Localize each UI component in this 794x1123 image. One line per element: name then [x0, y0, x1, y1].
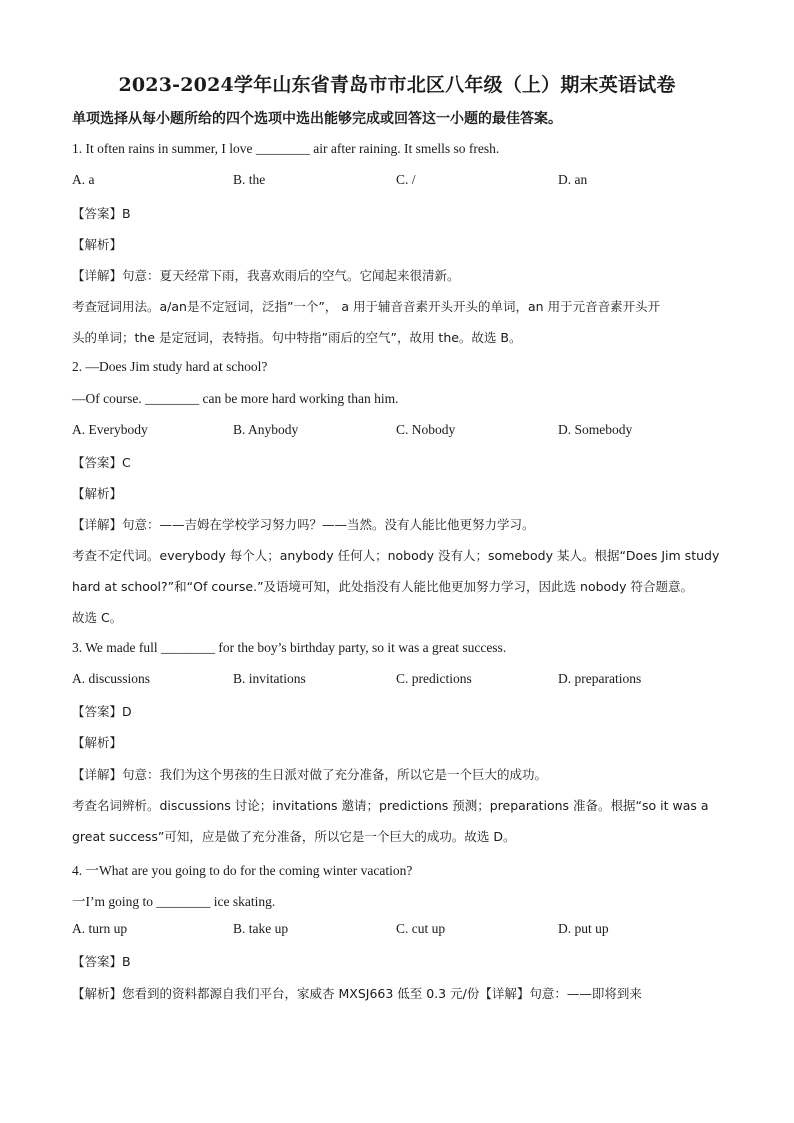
- question-2-stem: 2. —Does Jim study hard at school?: [72, 359, 268, 374]
- question-4-analysis-line: 【解析】您看到的资料都源自我们平台，家威杏 MXSJ663 低至 0.3 元/份【详解】句意：——即将到来: [72, 986, 642, 1001]
- question-1-answer: 【答案】B: [72, 206, 131, 221]
- question-4-option-d: D. put up: [558, 921, 609, 936]
- question-3-detail-line: great success”可知，应是做了充分准备，所以它是一个巨大的成功。故选 D。: [72, 829, 516, 844]
- question-1-option-c: C. /: [396, 172, 416, 187]
- question-2-detail-line: 故选 C。: [72, 610, 123, 625]
- question-4-option-a: A. turn up: [72, 921, 128, 936]
- question-3-analysis-label: 【解析】: [72, 735, 123, 750]
- question-1-detail-line: 【详解】句意：夏天经常下雨，我喜欢雨后的空气。它闻起来很清新。: [72, 268, 460, 283]
- question-3-detail-line: 【详解】句意：我们为这个男孩的生日派对做了充分准备，所以它是一个巨大的成功。: [72, 767, 548, 782]
- question-3-option-c: C. predictions: [396, 671, 472, 686]
- question-1-option-a: A. a: [72, 172, 95, 187]
- question-3-option-a: A. discussions: [72, 671, 151, 686]
- question-2-detail-line: hard at school?”和“Of course.”及语境可知，此处指没有人能比他更加努力学习，因此选 nobody 符合题意。: [72, 579, 693, 594]
- question-1-option-d: D. an: [558, 172, 588, 187]
- question-3-option-b: B. invitations: [233, 671, 306, 686]
- question-4-option-b: B. take up: [233, 921, 289, 936]
- question-1-stem: 1. It often rains in summer, I love ________ air after raining. It smells so fresh.: [72, 141, 500, 156]
- question-3-answer: 【答案】D: [72, 704, 132, 719]
- question-2-analysis-label: 【解析】: [72, 486, 123, 501]
- section-instruction: 单项选择从每小题所给的四个选项中选出能够完成或回答这一小题的最佳答案。: [72, 111, 562, 127]
- question-2-detail-line: 考查不定代词。everybody 每个人；anybody 任何人；nobody 没有人；somebody 某人。根据“Does Jim study: [72, 548, 720, 563]
- question-3-stem: 3. We made full ________ for the boy’s birthday party, so it was a great success.: [72, 640, 507, 655]
- question-3-detail-line: 考查名词辨析。discussions 讨论；invitations 邀请；predictions 预测；preparations 准备。根据“so it was a: [72, 798, 709, 813]
- question-2-option-d: D. Somebody: [558, 422, 633, 437]
- question-4-stem: 4. 一What are you going to do for the coming winter vacation?: [72, 863, 413, 878]
- question-1-option-b: B. the: [233, 172, 266, 187]
- question-1-detail-line: 头的单词；the 是定冠词，表特指。句中特指”雨后的空气”，故用 the。故选 B。: [72, 330, 522, 345]
- question-2-stem: —Of course. ________ can be more hard working than him.: [72, 391, 399, 406]
- question-1-analysis-label: 【解析】: [72, 237, 123, 252]
- question-1-detail-line: 考查冠词用法。a/an是不定冠词，泛指”一个”， a 用于辅音音素开头开头的单词，an 用于元音音素开头开: [72, 299, 661, 314]
- page-title: 2023-2024学年山东省青岛市市北区八年级（上）期末英语试卷: [118, 74, 676, 96]
- question-2-detail-line: 【详解】句意：——吉姆在学校学习努力吗？——当然。没有人能比他更努力学习。: [72, 517, 535, 532]
- question-2-option-a: A. Everybody: [72, 422, 148, 437]
- question-4-option-c: C. cut up: [396, 921, 446, 936]
- question-2-option-b: B. Anybody: [233, 422, 299, 437]
- question-2-option-c: C. Nobody: [396, 422, 456, 437]
- question-2-answer: 【答案】C: [72, 455, 131, 470]
- question-4-stem: 一I’m going to ________ ice skating.: [72, 894, 276, 909]
- question-4-answer: 【答案】B: [72, 954, 131, 969]
- question-3-option-d: D. preparations: [558, 671, 642, 686]
